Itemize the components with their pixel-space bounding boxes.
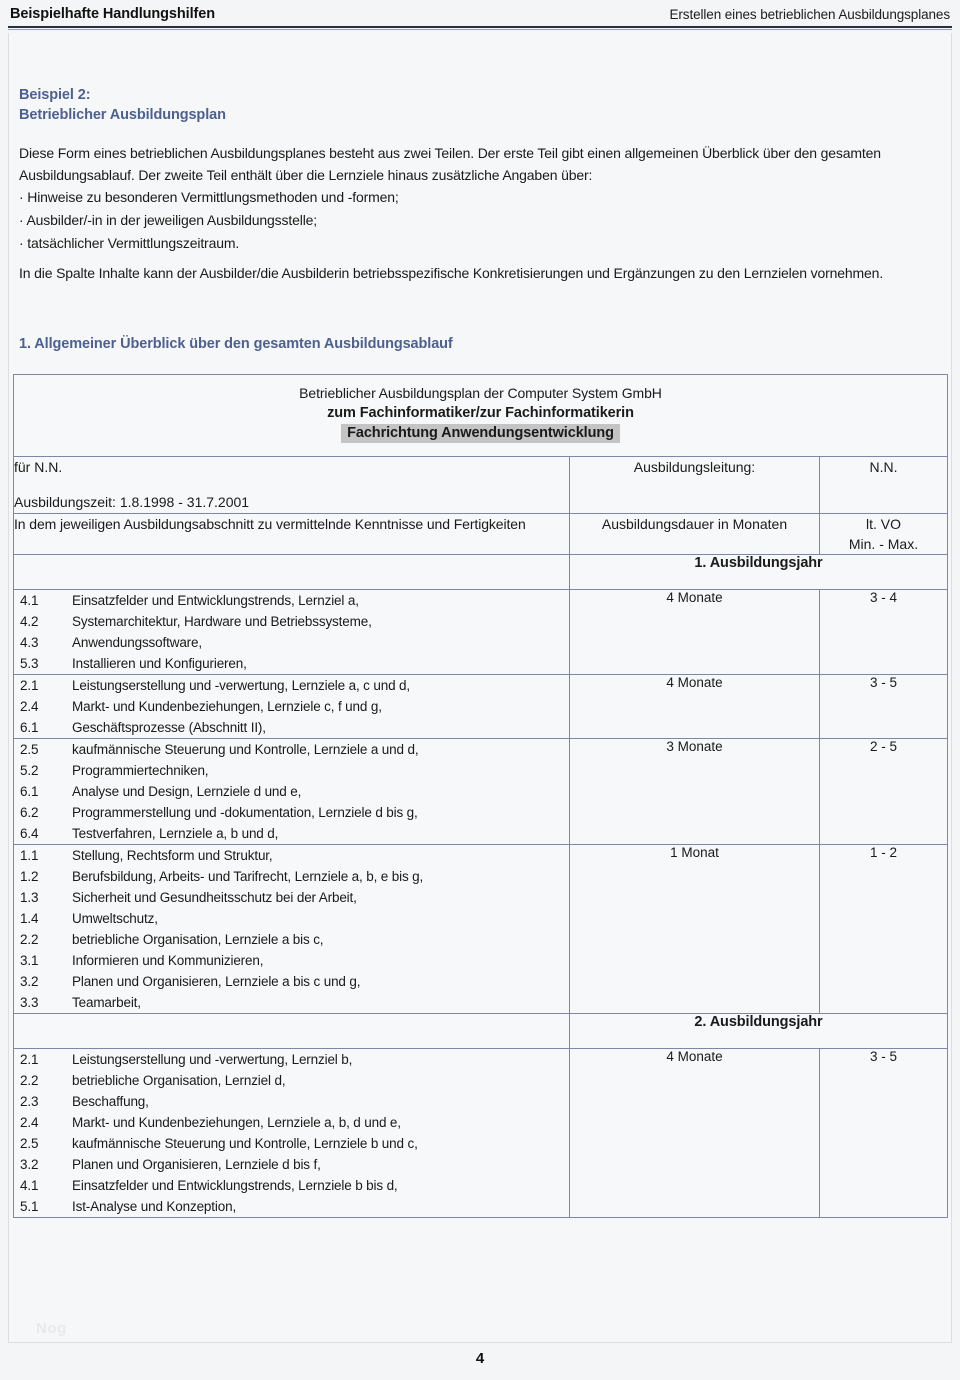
- list-item: [14, 866, 569, 887]
- plan-title-line3-text: Fachrichtung Anwendungsentwicklung: [341, 424, 620, 443]
- item-number: 2.1: [20, 678, 39, 693]
- duration-value: 3 Monate: [570, 739, 820, 845]
- item-text: Ist-Analyse und Konzeption,: [72, 1199, 237, 1214]
- item-text: Sicherheit und Gesundheitsschutz bei der Arbeit,: [72, 890, 357, 905]
- section-1-heading: 1. Allgemeiner Überblick über den gesamten Ausbildungsablauf: [19, 336, 453, 352]
- item-number: 5.1: [20, 1199, 39, 1214]
- item-text: Anwendungssoftware,: [72, 635, 202, 650]
- list-item: [14, 739, 569, 760]
- item-number: 3.3: [20, 995, 39, 1010]
- list-item: [14, 992, 569, 1013]
- list-item: [14, 781, 569, 802]
- item-text: Systemarchitektur, Hardware und Betriebssysteme,: [72, 614, 372, 629]
- column-header-vo-line1: lt. VO: [865, 516, 901, 532]
- item-number: 6.1: [20, 784, 39, 799]
- item-text: Einsatzfelder und Entwicklungstrends, Lernziel a,: [72, 593, 359, 608]
- list-item: · Ausbilder/-in in der jeweiligen Ausbildungsstelle;: [19, 212, 318, 228]
- running-head-left: Beispielhafte Handlungshilfen: [10, 6, 215, 22]
- item-text: Stellung, Rechtsform und Struktur,: [72, 848, 273, 863]
- table-row: [14, 675, 948, 739]
- item-text: Planen und Organisieren, Lernziele a bis c und g,: [72, 974, 361, 989]
- training-period: Ausbildungszeit: 1.8.1998 - 31.7.2001: [14, 494, 250, 510]
- item-number: 2.5: [20, 1136, 39, 1151]
- column-header-vo: [820, 514, 948, 555]
- list-item: [14, 971, 569, 992]
- item-text: Planen und Organisieren, Lernziele d bis f,: [72, 1157, 321, 1172]
- example-title: [19, 85, 226, 125]
- item-text: kaufmännische Steuerung und Kontrolle, Lernziele b und c,: [72, 1136, 418, 1151]
- list-item: [14, 760, 569, 781]
- item-number: 4.1: [20, 1178, 39, 1193]
- list-item: [14, 611, 569, 632]
- vo-value: 3 - 5: [820, 675, 948, 739]
- table-row-meta: [14, 457, 948, 514]
- item-number: 5.3: [20, 656, 39, 671]
- year-band-label: 1. Ausbildungsjahr: [570, 555, 948, 590]
- item-list: [14, 739, 569, 844]
- item-text: Informieren und Kommunizieren,: [72, 953, 264, 968]
- intro-paragraph: Diese Form eines betrieblichen Ausbildungsplanes besteht aus zwei Teilen. Der erste Teil gibt einen allgemeinen Überblick über den gesamten Ausbildungsablauf. Der zweite Teil enthält über die Lernziele hinaus zusätzliche Angaben über:: [19, 145, 881, 183]
- running-head-right: Erstellen eines betrieblichen Ausbildungsplanes: [669, 7, 950, 22]
- item-number: 6.2: [20, 805, 39, 820]
- training-lead-value: N.N.: [869, 459, 898, 475]
- item-number: 4.1: [20, 593, 39, 608]
- table-row: [14, 739, 948, 845]
- item-number: 1.3: [20, 890, 39, 905]
- item-number: 2.1: [20, 1052, 39, 1067]
- item-text: Markt- und Kundenbeziehungen, Lernziele a, b, d und e,: [72, 1115, 401, 1130]
- year-band-spacer: [14, 555, 570, 590]
- list-item: [14, 590, 569, 611]
- item-text: Berufsbildung, Arbeits- und Tarifrecht, Lernziele a, b, e bis g,: [72, 869, 424, 884]
- item-text: betriebliche Organisation, Lernziel d,: [72, 1073, 286, 1088]
- plan-title-box: [14, 375, 948, 457]
- trainee-meta-cell: [14, 457, 570, 514]
- item-number: 5.2: [20, 763, 39, 778]
- year-band-spacer: [14, 1014, 570, 1049]
- example-title-line1: Beispiel 2:: [19, 87, 91, 103]
- item-number: 6.1: [20, 720, 39, 735]
- content-items-cell: [14, 1049, 570, 1218]
- item-number: 3.1: [20, 953, 39, 968]
- plan-title-line1: Betrieblicher Ausbildungsplan der Computer System GmbH: [299, 385, 662, 401]
- item-number: 3.2: [20, 1157, 39, 1172]
- item-text: Leistungserstellung und -verwertung, Lernziel b,: [72, 1052, 353, 1067]
- item-text: kaufmännische Steuerung und Kontrolle, Lernziele a und d,: [72, 742, 419, 757]
- item-text: Testverfahren, Lernziele a, b und d,: [72, 826, 279, 841]
- training-lead-label: Ausbildungsleitung:: [633, 459, 756, 475]
- training-lead-value-cell: [820, 457, 948, 514]
- page-number: 4: [475, 1350, 485, 1367]
- item-number: 2.4: [20, 699, 39, 714]
- item-text: Programmerstellung und -dokumentation, Lernziele d bis g,: [72, 805, 418, 820]
- column-header-contents: In dem jeweiligen Ausbildungsabschnitt zu vermittelnde Kenntnisse und Fertigkeiten: [14, 514, 570, 555]
- table-row: [14, 845, 948, 1014]
- content-items-cell: [14, 590, 570, 675]
- table-row-year-band: [14, 555, 948, 590]
- duration-value: 1 Monat: [570, 845, 820, 1014]
- item-number: 6.4: [20, 826, 39, 841]
- list-item: [14, 696, 569, 717]
- table-row: [14, 1049, 948, 1218]
- item-text: Installieren und Konfigurieren,: [72, 656, 247, 671]
- list-item: [14, 1133, 569, 1154]
- item-list: [14, 590, 569, 674]
- list-item: · Hinweise zu besonderen Vermittlungsmethoden und -formen;: [19, 189, 399, 205]
- list-item: [14, 887, 569, 908]
- table-row-column-headers: [14, 514, 948, 555]
- item-number: 3.2: [20, 974, 39, 989]
- list-item: [14, 823, 569, 844]
- item-number: 2.4: [20, 1115, 39, 1130]
- list-item: [14, 632, 569, 653]
- plan-title-line3: [18, 423, 943, 444]
- duration-value: 4 Monate: [570, 590, 820, 675]
- item-number: 2.2: [20, 932, 39, 947]
- list-item: [14, 1049, 569, 1070]
- intro-bullet-list: [19, 186, 939, 255]
- training-lead-label-cell: [570, 457, 820, 514]
- example-title-line2: Betrieblicher Ausbildungsplan: [19, 107, 226, 123]
- list-item: [14, 675, 569, 696]
- list-item: [14, 950, 569, 971]
- intro-closing-paragraph: In die Spalte Inhalte kann der Ausbilder/die Ausbilderin betriebsspezifische Konkretisierungen und Ergänzungen zu den Lernzielen vornehmen.: [19, 265, 884, 281]
- vo-value: 3 - 5: [820, 1049, 948, 1218]
- vo-value: 3 - 4: [820, 590, 948, 675]
- page-sheet: [8, 33, 952, 1343]
- item-text: Einsatzfelder und Entwicklungstrends, Lernziele b bis d,: [72, 1178, 398, 1193]
- trainee-name: für N.N.: [14, 459, 63, 475]
- item-text: Teamarbeit,: [72, 995, 141, 1010]
- item-number: 4.3: [20, 635, 39, 650]
- plan-title-line2: zum Fachinformatiker/zur Fachinformatikerin: [327, 405, 634, 421]
- list-item: · tatsächlicher Vermittlungszeitraum.: [19, 235, 240, 251]
- page-watermark: Nog: [36, 1320, 67, 1337]
- item-text: Geschäftsprozesse (Abschnitt II),: [72, 720, 266, 735]
- duration-value: 4 Monate: [570, 1049, 820, 1218]
- header-rule: [8, 26, 952, 28]
- content-items-cell: [14, 675, 570, 739]
- vo-value: 1 - 2: [820, 845, 948, 1014]
- item-number: 1.1: [20, 848, 39, 863]
- column-header-vo-line2: Min. - Max.: [848, 536, 919, 552]
- list-item: [14, 1154, 569, 1175]
- list-item: [14, 1196, 569, 1217]
- list-item: [14, 845, 569, 866]
- column-header-duration: Ausbildungsdauer in Monaten: [570, 514, 820, 555]
- list-item: [14, 802, 569, 823]
- year-band-label: 2. Ausbildungsjahr: [570, 1014, 948, 1049]
- item-number: 2.5: [20, 742, 39, 757]
- list-item: [14, 1070, 569, 1091]
- item-text: Programmiertechniken,: [72, 763, 209, 778]
- list-item: [14, 1091, 569, 1112]
- content-items-cell: [14, 845, 570, 1014]
- item-number: 1.2: [20, 869, 39, 884]
- list-item: [14, 908, 569, 929]
- item-text: Umweltschutz,: [72, 911, 158, 926]
- list-item: [14, 1112, 569, 1133]
- list-item: [14, 717, 569, 738]
- item-text: betriebliche Organisation, Lernziele a bis c,: [72, 932, 324, 947]
- item-number: 4.2: [20, 614, 39, 629]
- item-list: [14, 1049, 569, 1217]
- vo-value: 2 - 5: [820, 739, 948, 845]
- list-item: [14, 653, 569, 674]
- item-list: [14, 675, 569, 738]
- list-item: [14, 929, 569, 950]
- training-plan-table: [13, 374, 948, 1218]
- table-row: [14, 590, 948, 675]
- content-items-cell: [14, 739, 570, 845]
- item-text: Markt- und Kundenbeziehungen, Lernziele c, f und g,: [72, 699, 382, 714]
- list-item: [14, 1175, 569, 1196]
- item-list: [14, 845, 569, 1013]
- table-row-year-band: [14, 1014, 948, 1049]
- item-text: Beschaffung,: [72, 1094, 149, 1109]
- item-number: 2.2: [20, 1073, 39, 1088]
- header-rule-secondary: [8, 29, 952, 30]
- item-text: Leistungserstellung und -verwertung, Lernziele a, c und d,: [72, 678, 411, 693]
- item-text: Analyse und Design, Lernziele d und e,: [72, 784, 302, 799]
- item-number: 1.4: [20, 911, 39, 926]
- table-row-title: [14, 375, 948, 457]
- item-number: 2.3: [20, 1094, 39, 1109]
- duration-value: 4 Monate: [570, 675, 820, 739]
